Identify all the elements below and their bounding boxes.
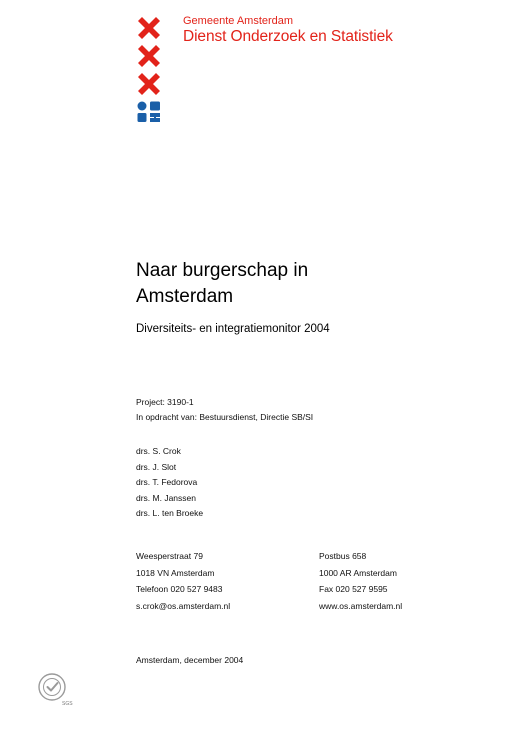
publication-date: Amsterdam, december 2004 — [136, 655, 244, 665]
sgs-mark-text: SGS — [62, 701, 73, 707]
author: drs. T. Fedorova — [136, 477, 198, 487]
document-subtitle: Diversiteits- en integratiemonitor 2004 — [136, 323, 330, 335]
phone-number: Telefoon 020 527 9483 — [136, 584, 223, 594]
author-list — [136, 444, 203, 522]
cross-icon — [136, 15, 162, 41]
email-address: s.crok@os.amsterdam.nl — [136, 600, 231, 611]
department-name: Dienst Onderzoek en Statistiek — [183, 28, 393, 45]
author: drs. S. Crok — [136, 446, 181, 456]
cross-icon — [136, 43, 162, 69]
po-box: Postbus 658 — [319, 551, 367, 561]
author: drs. L. ten Broeke — [136, 508, 204, 518]
org-name: Gemeente Amsterdam — [183, 15, 294, 27]
title-line-2: Amsterdam — [136, 286, 234, 307]
website-url: www.os.amsterdam.nl — [319, 600, 403, 611]
document-title — [136, 258, 436, 310]
postal-code-city: 1000 AR Amsterdam — [319, 567, 397, 578]
amsterdam-logo — [136, 15, 162, 99]
postal-address — [319, 548, 402, 614]
fax-number: Fax 020 527 9595 — [319, 584, 388, 594]
street-address: Weesperstraat 79 — [136, 551, 203, 561]
commissioned-by: In opdracht van: Bestuursdienst, Directie SB/SI — [136, 412, 314, 422]
author: drs. J. Slot — [136, 461, 177, 472]
sgs-certification-icon — [37, 672, 71, 706]
author: drs. M. Janssen — [136, 492, 196, 503]
project-number: Project: 3190-1 — [136, 397, 194, 407]
title-line-1: Naar burgerschap in — [136, 260, 309, 281]
os-logo-icon — [136, 100, 162, 124]
visiting-address — [136, 548, 230, 614]
cross-icon — [136, 71, 162, 97]
postal-code-city: 1018 VN Amsterdam — [136, 567, 215, 578]
